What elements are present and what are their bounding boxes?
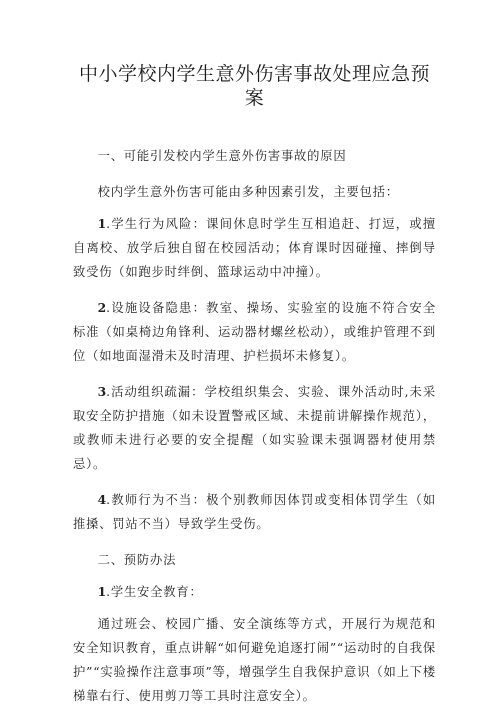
paragraph-text: .学生安全教育： [106, 585, 203, 599]
paragraph-num: 2 [97, 300, 107, 315]
paragraph-text: .教师行为不当：极个别教师因体罚或变相体罚学生（如推搡、罚站不当）导致学生受伤。 [73, 493, 436, 531]
paragraph-num: 3 [97, 384, 107, 399]
paragraph-num: 1 [97, 216, 107, 231]
prevent-1-heading [73, 580, 436, 604]
section-1-heading [73, 144, 436, 168]
document-title: 中小学校内学生意外伤害事故处理应急预案 [78, 63, 430, 109]
cause-1-paragraph [73, 212, 436, 284]
prevent-1-body [73, 612, 436, 708]
paragraph-num: 1 [97, 584, 107, 599]
paragraph-text: 校内学生意外伤害可能由多种因素引发，主要包括： [97, 185, 399, 199]
cause-4-paragraph [73, 488, 436, 536]
paragraph-text: .设施设备隐患：教室、操场、实验室的设施不符合安全标准（如桌椅边角锋利、运动器材螺丝松动），或维护管理不到位（如地面湿滑未及时清理、护栏损坏未修复）。 [73, 301, 436, 363]
cause-3-paragraph [73, 380, 436, 476]
cause-2-paragraph [73, 296, 436, 368]
paragraph-text: 二、预防办法 [97, 553, 177, 567]
paragraph-text: .活动组织疏漏：学校组织集会、实验、课外活动时,未采取安全防护措施（如未设置警戒区域、未提前讲解操作规范），或教师未进行必要的安全提醒（如实验课未强调器材使用禁忌）。 [73, 385, 436, 471]
paragraph-text: 一、可能引发校内学生意外伤害事故的原因 [97, 149, 347, 163]
paragraph-text: .学生行为风险：课间休息时学生互相追赶、打逗，或擅自离校、放学后独自留在校园活动；体育课时因碰撞、摔倒导致受伤（如跑步时绊倒、篮球运动中冲撞）。 [73, 217, 436, 279]
paragraph-text: 通过班会、校园广播、安全演练等方式，开展行为规范和安全知识教育，重点讲解“如何避免追逐打闹”“运动时的自我保护”“实验操作注意事项”等，增强学生自我保护意识（如上下楼梯靠右行、使用剪刀等工具时注意安全）。 [73, 617, 436, 703]
paragraph-num: 4 [97, 492, 107, 507]
intro-paragraph [73, 180, 436, 204]
section-2-heading [73, 548, 436, 572]
